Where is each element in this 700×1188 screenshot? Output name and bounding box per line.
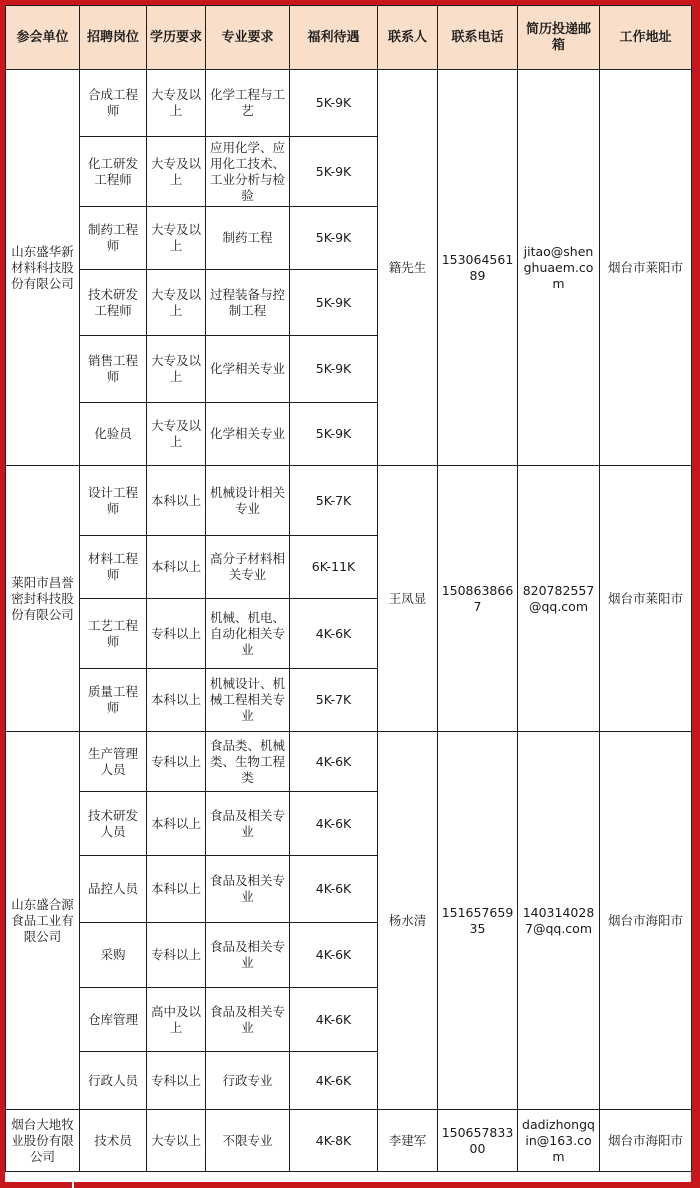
header-contact: 联系人 xyxy=(378,6,438,70)
job-position: 技术员 xyxy=(80,1110,147,1172)
job-position: 材料工程师 xyxy=(80,536,147,599)
job-major: 应用化学、应用化工技术、工业分析与检验 xyxy=(206,137,290,207)
job-salary: 5K-9K xyxy=(290,207,378,270)
job-major: 化学相关专业 xyxy=(206,336,290,403)
contact-person: 王凤显 xyxy=(378,466,438,732)
company-name: 山东盛华新材料科技股份有限公司 xyxy=(6,70,80,466)
job-major: 过程装备与控制工程 xyxy=(206,270,290,336)
header-row xyxy=(6,6,692,70)
job-major: 化学工程与工艺 xyxy=(206,70,290,137)
job-major: 高分子材料相关专业 xyxy=(206,536,290,599)
company-name: 莱阳市昌誉密封科技股份有限公司 xyxy=(6,466,80,732)
job-education: 大专以上 xyxy=(147,1110,206,1172)
header-address: 工作地址 xyxy=(600,6,692,70)
resume-email: jitao@shenghuaem.com xyxy=(518,70,600,466)
job-position: 工艺工程师 xyxy=(80,599,147,669)
job-major: 食品及相关专业 xyxy=(206,856,290,923)
job-position: 技术研发人员 xyxy=(80,792,147,856)
job-major: 食品及相关专业 xyxy=(206,923,290,988)
job-position: 仓库管理 xyxy=(80,988,147,1052)
job-major: 行政专业 xyxy=(206,1052,290,1110)
contact-person: 李建军 xyxy=(378,1110,438,1172)
company-name: 山东盛合源食品工业有限公司 xyxy=(6,732,80,1110)
job-education: 专科以上 xyxy=(147,1052,206,1110)
job-salary: 5K-9K xyxy=(290,70,378,137)
job-education: 大专及以上 xyxy=(147,336,206,403)
job-salary: 5K-7K xyxy=(290,669,378,732)
job-salary: 4K-6K xyxy=(290,732,378,792)
job-education: 本科以上 xyxy=(147,792,206,856)
job-education: 专科以上 xyxy=(147,599,206,669)
header-phone: 联系电话 xyxy=(438,6,518,70)
job-education: 本科以上 xyxy=(147,856,206,923)
recruitment-table-frame xyxy=(5,5,691,1182)
job-position: 化工研发工程师 xyxy=(80,137,147,207)
header-salary: 福利待遇 xyxy=(290,6,378,70)
contact-phone: 1508638667 xyxy=(438,466,518,732)
job-position: 设计工程师 xyxy=(80,466,147,536)
job-position: 采购 xyxy=(80,923,147,988)
recruitment-table xyxy=(5,5,692,1172)
table-row xyxy=(6,70,692,137)
contact-phone: 15065783300 xyxy=(438,1110,518,1172)
job-salary: 4K-6K xyxy=(290,1052,378,1110)
table-row xyxy=(6,732,692,792)
job-major: 机械设计相关专业 xyxy=(206,466,290,536)
job-position: 质量工程师 xyxy=(80,669,147,732)
job-major: 制药工程 xyxy=(206,207,290,270)
job-education: 本科以上 xyxy=(147,669,206,732)
job-position: 技术研发工程师 xyxy=(80,270,147,336)
header-position: 招聘岗位 xyxy=(80,6,147,70)
job-salary: 6K-11K xyxy=(290,536,378,599)
job-education: 本科以上 xyxy=(147,536,206,599)
job-salary: 4K-6K xyxy=(290,988,378,1052)
job-salary: 4K-6K xyxy=(290,923,378,988)
contact-phone: 15165765935 xyxy=(438,732,518,1110)
header-major: 专业要求 xyxy=(206,6,290,70)
contact-person: 籍先生 xyxy=(378,70,438,466)
resume-email: 1403140287@qq.com xyxy=(518,732,600,1110)
job-major: 化学相关专业 xyxy=(206,403,290,466)
resume-email: dadizhongqin@163.com xyxy=(518,1110,600,1172)
job-education: 大专及以上 xyxy=(147,207,206,270)
table-row xyxy=(6,1110,692,1172)
job-major: 不限专业 xyxy=(206,1110,290,1172)
job-major: 食品类、机械类、生物工程类 xyxy=(206,732,290,792)
work-address: 烟台市海阳市 xyxy=(600,732,692,1110)
job-education: 专科以上 xyxy=(147,923,206,988)
job-salary: 4K-6K xyxy=(290,599,378,669)
job-position: 制药工程师 xyxy=(80,207,147,270)
job-salary: 5K-9K xyxy=(290,403,378,466)
job-salary: 5K-9K xyxy=(290,336,378,403)
header-email: 简历投递邮箱 xyxy=(518,6,600,70)
job-major: 食品及相关专业 xyxy=(206,988,290,1052)
job-position: 化验员 xyxy=(80,403,147,466)
work-address: 烟台市海阳市 xyxy=(600,1110,692,1172)
job-major: 食品及相关专业 xyxy=(206,792,290,856)
job-education: 专科以上 xyxy=(147,732,206,792)
contact-person: 杨水清 xyxy=(378,732,438,1110)
job-education: 大专及以上 xyxy=(147,137,206,207)
job-position: 生产管理人员 xyxy=(80,732,147,792)
header-company: 参会单位 xyxy=(6,6,80,70)
job-education: 大专及以上 xyxy=(147,70,206,137)
job-salary: 5K-7K xyxy=(290,466,378,536)
job-salary: 5K-9K xyxy=(290,270,378,336)
job-education: 大专及以上 xyxy=(147,270,206,336)
job-position: 品控人员 xyxy=(80,856,147,923)
resume-email: 820782557@qq.com xyxy=(518,466,600,732)
job-position: 行政人员 xyxy=(80,1052,147,1110)
job-salary: 4K-6K xyxy=(290,792,378,856)
job-position: 合成工程师 xyxy=(80,70,147,137)
job-major: 机械、机电、自动化相关专业 xyxy=(206,599,290,669)
job-education: 本科以上 xyxy=(147,466,206,536)
job-major: 机械设计、机械工程相关专业 xyxy=(206,669,290,732)
table-row xyxy=(6,466,692,536)
job-salary: 4K-6K xyxy=(290,856,378,923)
work-address: 烟台市莱阳市 xyxy=(600,70,692,466)
job-education: 高中及以上 xyxy=(147,988,206,1052)
job-salary: 5K-9K xyxy=(290,137,378,207)
company-name: 烟台大地牧业股份有限公司 xyxy=(6,1110,80,1172)
header-education: 学历要求 xyxy=(147,6,206,70)
frame-notch xyxy=(72,1182,74,1188)
work-address: 烟台市莱阳市 xyxy=(600,466,692,732)
job-position: 销售工程师 xyxy=(80,336,147,403)
job-salary: 4K-8K xyxy=(290,1110,378,1172)
contact-phone: 15306456189 xyxy=(438,70,518,466)
job-education: 大专及以上 xyxy=(147,403,206,466)
